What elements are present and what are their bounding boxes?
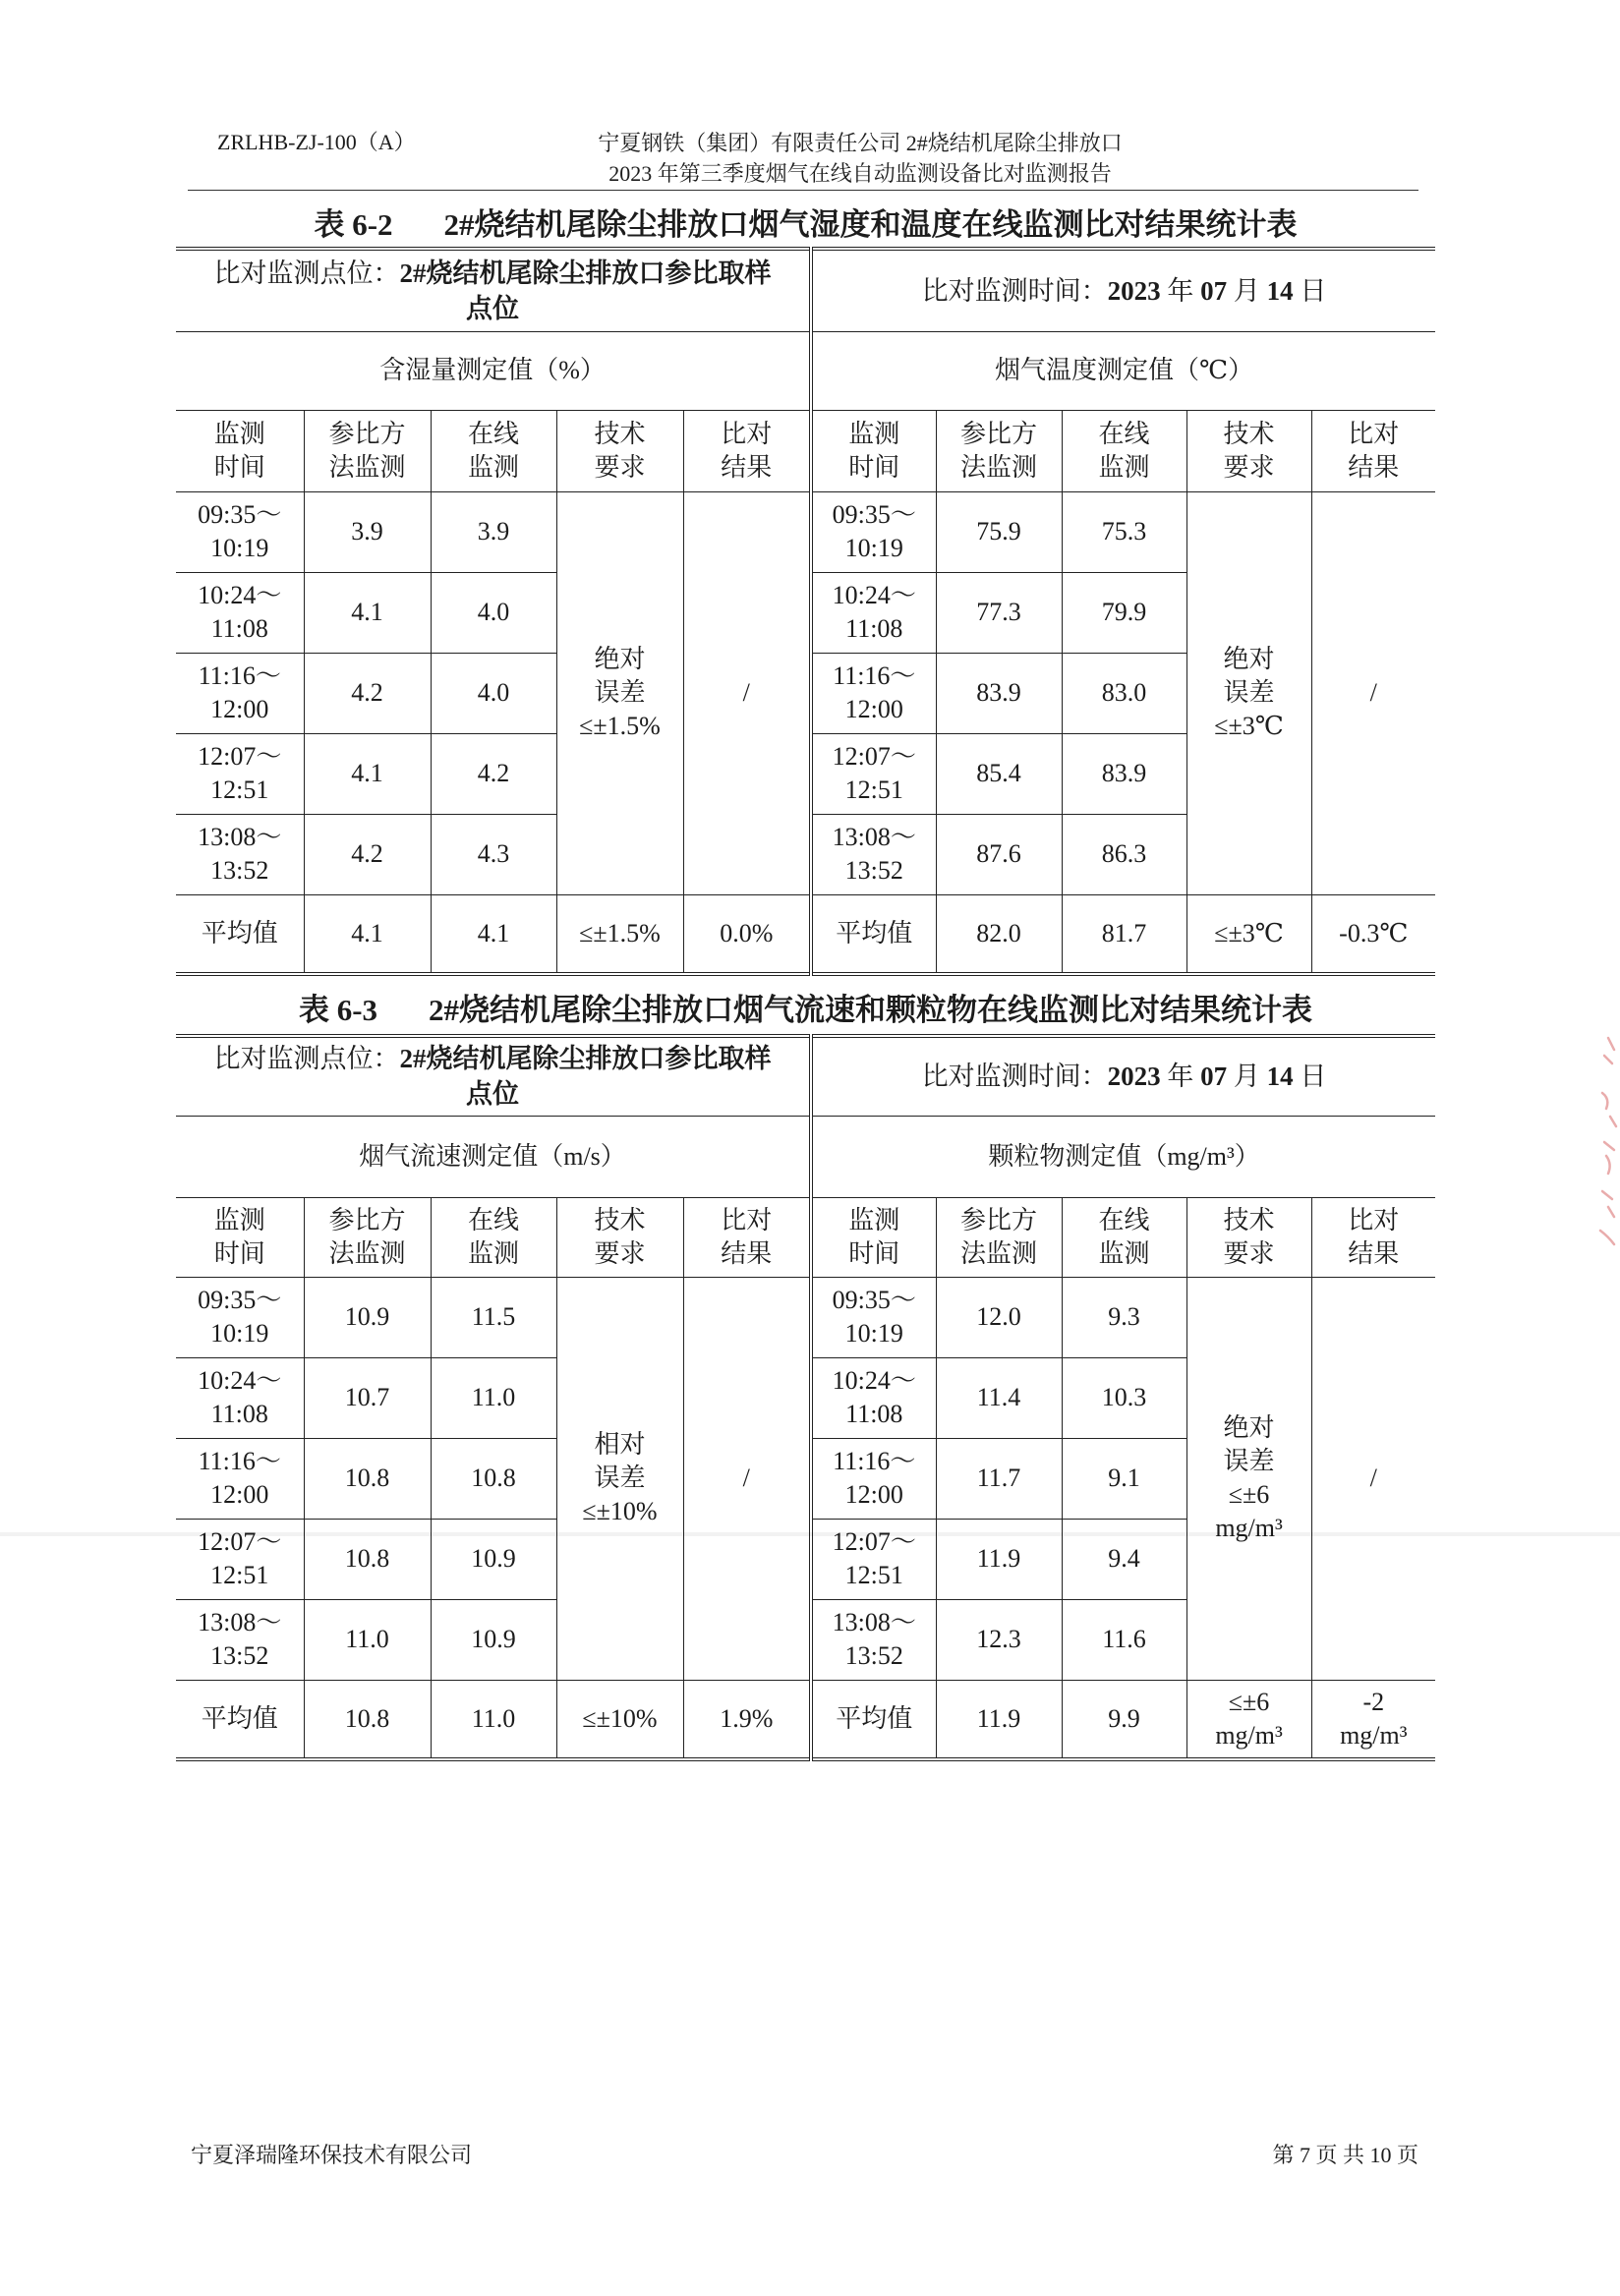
online-value-cell: 10.9	[431, 1599, 556, 1680]
column-header: 监测 时间	[176, 410, 304, 491]
column-header: 监测 时间	[811, 1197, 936, 1277]
column-header: 参比方 法监测	[304, 410, 431, 491]
date-day: 14	[1266, 275, 1294, 306]
measurement-group-header: 烟气流速测定值（m/s）	[176, 1116, 811, 1197]
date-day-unit: 日	[1293, 1062, 1327, 1092]
date-day-unit: 日	[1293, 275, 1327, 306]
time-cell: 12:07～ 12:51	[176, 1519, 304, 1599]
reference-value-cell: 4.2	[304, 814, 431, 894]
column-header: 技术 要求	[556, 410, 683, 491]
online-value-cell: 10.3	[1062, 1357, 1186, 1438]
result-cell: /	[1311, 1277, 1435, 1680]
table-number: 表 6-2	[314, 207, 393, 242]
time-cell: 11:16～ 12:00	[176, 1438, 304, 1519]
reference-value-cell: 83.9	[936, 653, 1062, 733]
online-value-cell: 10.9	[431, 1519, 556, 1599]
requirement-cell: 绝对 误差 ≤±3℃	[1186, 491, 1311, 894]
average-online-cell: 4.1	[431, 894, 556, 974]
reference-value-cell: 11.9	[936, 1519, 1062, 1599]
column-header: 参比方 法监测	[304, 1197, 431, 1277]
reference-value-cell: 12.0	[936, 1277, 1062, 1357]
reference-value-cell: 11.0	[304, 1599, 431, 1680]
date-year-unit: 年	[1160, 275, 1201, 306]
table-6-2	[176, 247, 1435, 976]
report-title-line-2: 2023 年第三季度烟气在线自动监测设备比对监测报告	[608, 161, 1112, 186]
online-value-cell: 11.5	[431, 1277, 556, 1357]
column-header: 在线 监测	[431, 410, 556, 491]
column-header: 监测 时间	[176, 1197, 304, 1277]
requirement-cell: 相对 误差 ≤±10%	[556, 1277, 683, 1680]
average-requirement-cell: ≤±3℃	[1186, 894, 1311, 974]
table-title: 2#烧结机尾除尘排放口烟气湿度和温度在线监测比对结果统计表	[443, 207, 1298, 242]
column-header: 技术 要求	[1186, 1197, 1311, 1277]
scan-line-artifact	[0, 1532, 1620, 1536]
measurement-group-header: 含湿量测定值（%）	[176, 331, 811, 410]
online-value-cell: 75.3	[1062, 491, 1186, 572]
reference-value-cell: 85.4	[936, 733, 1062, 814]
measurement-group-header: 颗粒物测定值（mg/m³）	[811, 1116, 1435, 1197]
column-header: 比对 结果	[1311, 1197, 1435, 1277]
time-cell: 13:08～ 13:52	[811, 814, 936, 894]
online-value-cell: 9.3	[1062, 1277, 1186, 1357]
reference-value-cell: 10.7	[304, 1357, 431, 1438]
average-result-cell: 0.0%	[683, 894, 811, 974]
time-cell: 09:35～ 10:19	[176, 1277, 304, 1357]
seal-fragment-icon	[1591, 1034, 1618, 1250]
column-header: 在线 监测	[1062, 410, 1186, 491]
time-cell: 11:16～ 12:00	[811, 1438, 936, 1519]
online-value-cell: 3.9	[431, 491, 556, 572]
reference-value-cell: 4.1	[304, 733, 431, 814]
online-value-cell: 10.8	[431, 1438, 556, 1519]
time-cell: 12:07～ 12:51	[811, 1519, 936, 1599]
average-online-cell: 9.9	[1062, 1680, 1186, 1759]
online-value-cell: 9.1	[1062, 1438, 1186, 1519]
online-value-cell: 79.9	[1062, 572, 1186, 653]
column-header: 技术 要求	[1186, 410, 1311, 491]
reference-value-cell: 75.9	[936, 491, 1062, 572]
date-year-unit: 年	[1160, 1062, 1201, 1092]
time-cell: 13:08～ 13:52	[176, 1599, 304, 1680]
time-cell: 09:35～ 10:19	[811, 1277, 936, 1357]
time-cell: 10:24～ 11:08	[811, 1357, 936, 1438]
average-reference-cell: 11.9	[936, 1680, 1062, 1759]
time-cell: 10:24～ 11:08	[176, 1357, 304, 1438]
average-label-cell: 平均值	[811, 1680, 936, 1759]
date-month: 07	[1200, 275, 1228, 306]
average-result-cell: -0.3℃	[1311, 894, 1435, 974]
header-rule	[188, 190, 1418, 191]
online-value-cell: 11.6	[1062, 1599, 1186, 1680]
result-cell: /	[1311, 491, 1435, 894]
time-cell: 13:08～ 13:52	[176, 814, 304, 894]
time-cell: 10:24～ 11:08	[176, 572, 304, 653]
table-number: 表 6-3	[298, 993, 378, 1027]
online-value-cell: 9.4	[1062, 1519, 1186, 1599]
time-cell: 11:16～ 12:00	[811, 653, 936, 733]
date-month-unit: 月	[1227, 1062, 1267, 1092]
time-cell: 09:35～ 10:19	[176, 491, 304, 572]
table-title: 2#烧结机尾除尘排放口烟气流速和颗粒物在线监测比对结果统计表	[429, 993, 1313, 1027]
footer-company: 宁夏泽瑞隆环保技术有限公司	[191, 2143, 473, 2167]
online-value-cell: 86.3	[1062, 814, 1186, 894]
result-cell: /	[683, 1277, 811, 1680]
reference-value-cell: 10.9	[304, 1277, 431, 1357]
table-caption	[176, 205, 1435, 245]
reference-value-cell: 11.4	[936, 1357, 1062, 1438]
monitoring-time-cell	[811, 249, 1435, 331]
requirement-cell: 绝对 误差 ≤±6 mg/m³	[1186, 1277, 1311, 1680]
average-online-cell: 11.0	[431, 1680, 556, 1759]
reference-value-cell: 11.7	[936, 1438, 1062, 1519]
monitoring-location-cell	[176, 249, 811, 331]
reference-value-cell: 12.3	[936, 1599, 1062, 1680]
time-cell: 10:24～ 11:08	[811, 572, 936, 653]
column-header: 参比方 法监测	[936, 410, 1062, 491]
location-value: 2#烧结机尾除尘排放口参比取样点位	[399, 1044, 772, 1110]
average-result-cell: -2 mg/m³	[1311, 1680, 1435, 1759]
report-title	[536, 128, 1185, 189]
average-requirement-cell: ≤±1.5%	[556, 894, 683, 974]
reference-value-cell: 4.1	[304, 572, 431, 653]
average-label-cell: 平均值	[176, 894, 304, 974]
column-header: 参比方 法监测	[936, 1197, 1062, 1277]
column-header: 比对 结果	[683, 410, 811, 491]
average-online-cell: 81.7	[1062, 894, 1186, 974]
column-header: 在线 监测	[431, 1197, 556, 1277]
location-label: 比对监测点位：	[213, 258, 400, 288]
time-cell: 12:07～ 12:51	[811, 733, 936, 814]
date-year: 2023	[1107, 275, 1161, 306]
reference-value-cell: 4.2	[304, 653, 431, 733]
measurement-group-header: 烟气温度测定值（℃）	[811, 331, 1435, 410]
average-reference-cell: 4.1	[304, 894, 431, 974]
reference-value-cell: 3.9	[304, 491, 431, 572]
average-requirement-cell: ≤±10%	[556, 1680, 683, 1759]
online-value-cell: 4.0	[431, 653, 556, 733]
time-cell: 09:35～ 10:19	[811, 491, 936, 572]
online-value-cell: 83.9	[1062, 733, 1186, 814]
time-label: 比对监测时间：	[921, 1062, 1108, 1092]
reference-value-cell: 10.8	[304, 1438, 431, 1519]
reference-value-cell: 10.8	[304, 1519, 431, 1599]
column-header: 技术 要求	[556, 1197, 683, 1277]
average-requirement-cell: ≤±6 mg/m³	[1186, 1680, 1311, 1759]
monitoring-time-cell	[811, 1036, 1435, 1116]
result-cell: /	[683, 491, 811, 894]
time-cell: 13:08～ 13:52	[811, 1599, 936, 1680]
online-value-cell: 83.0	[1062, 653, 1186, 733]
time-cell: 12:07～ 12:51	[176, 733, 304, 814]
average-result-cell: 1.9%	[683, 1680, 811, 1759]
date-month: 07	[1200, 1062, 1228, 1092]
online-value-cell: 4.3	[431, 814, 556, 894]
average-reference-cell: 82.0	[936, 894, 1062, 974]
online-value-cell: 4.0	[431, 572, 556, 653]
column-header: 监测 时间	[811, 410, 936, 491]
date-year: 2023	[1107, 1062, 1161, 1092]
reference-value-cell: 77.3	[936, 572, 1062, 653]
date-day: 14	[1266, 1062, 1294, 1092]
monitoring-location-cell	[176, 1036, 811, 1116]
table-6-3	[176, 1034, 1435, 1761]
location-value: 2#烧结机尾除尘排放口参比取样点位	[399, 258, 772, 323]
requirement-cell: 绝对 误差 ≤±1.5%	[556, 491, 683, 894]
footer-page-number: 第 7 页 共 10 页	[1272, 2143, 1418, 2167]
average-reference-cell: 10.8	[304, 1680, 431, 1759]
average-label-cell: 平均值	[176, 1680, 304, 1759]
table-caption	[176, 991, 1435, 1030]
reference-value-cell: 87.6	[936, 814, 1062, 894]
column-header: 比对 结果	[683, 1197, 811, 1277]
document-code: ZRLHB-ZJ-100（A）	[217, 130, 416, 154]
average-label-cell: 平均值	[811, 894, 936, 974]
report-title-line-1: 宁夏钢铁（集团）有限责任公司 2#烧结机尾除尘排放口	[598, 131, 1123, 155]
date-month-unit: 月	[1227, 275, 1267, 306]
location-label: 比对监测点位：	[213, 1044, 400, 1074]
time-cell: 11:16～ 12:00	[176, 653, 304, 733]
column-header: 在线 监测	[1062, 1197, 1186, 1277]
column-header: 比对 结果	[1311, 410, 1435, 491]
time-label: 比对监测时间：	[921, 275, 1108, 306]
online-value-cell: 4.2	[431, 733, 556, 814]
online-value-cell: 11.0	[431, 1357, 556, 1438]
